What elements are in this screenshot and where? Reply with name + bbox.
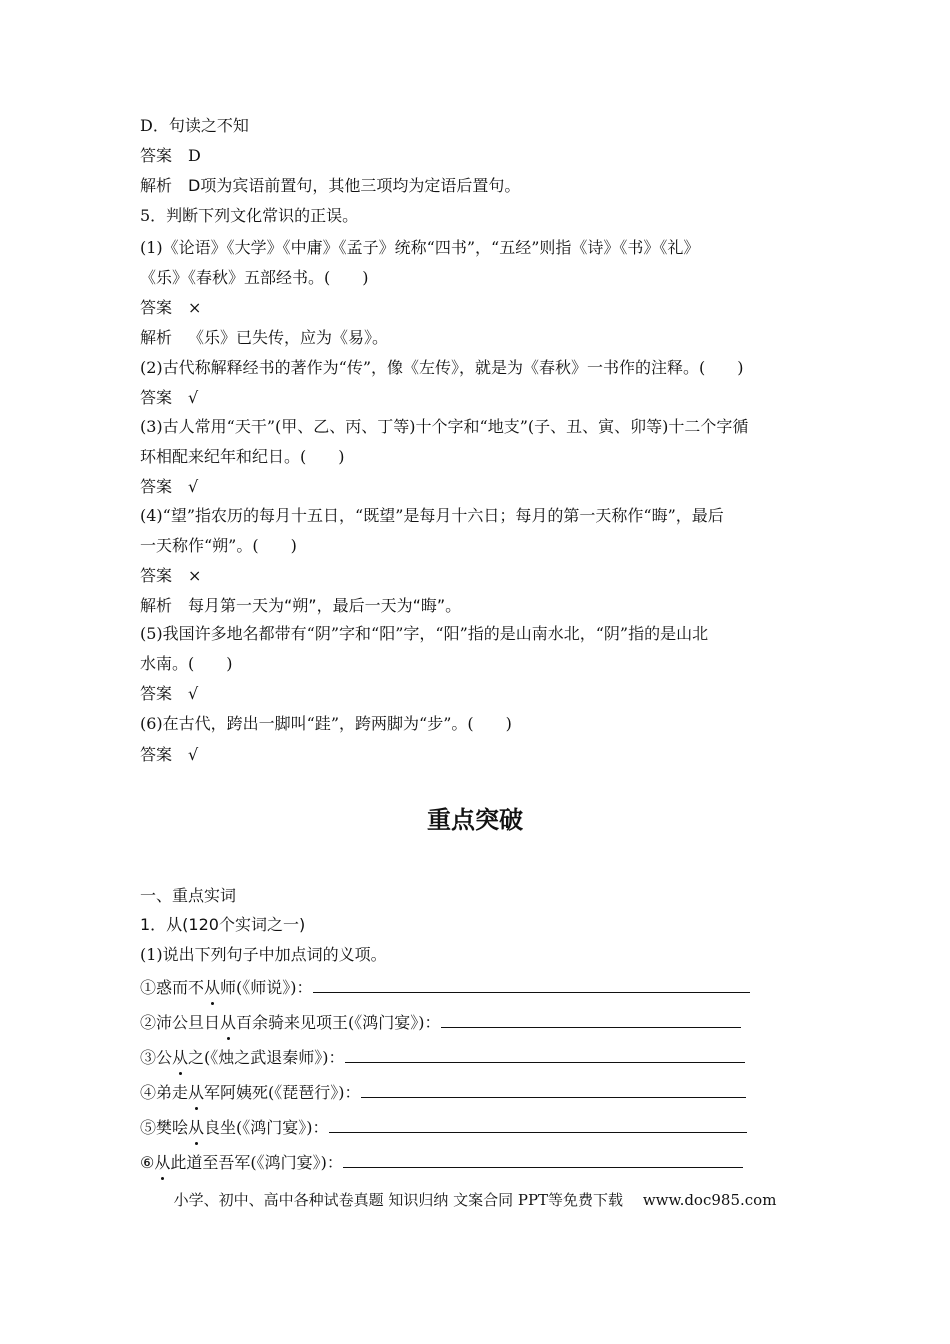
answer-5 (140, 564, 820, 588)
fill-in-entry-5 (140, 1115, 820, 1140)
entry-text-before: ③公 (140, 1048, 173, 1067)
answer-value: √ (188, 477, 199, 496)
question-5: 5．判断下列文化常识的正误。 (140, 206, 359, 225)
question-5-1-line-2: 《乐》《春秋》五部经书。( ) (140, 268, 369, 287)
question-5-1-line-1: (1)《论语》《大学》《中庸》《孟子》统称“四书”，“五经”则指《诗》《书》《礼》 (140, 238, 700, 257)
instruction: (1)说出下列句子中加点词的义项。 (140, 945, 387, 964)
page-footer: 小学、初中、高中各种试卷真题 知识归纳 文案合同 PPT等免费下载 www.doc985.com (173, 1191, 777, 1209)
question-5-3-line-1: (3)古人常用“天干”(甲、乙、丙、丁等)十个字和“地支”(子、丑、寅、卯等)十二个字循 (140, 417, 749, 436)
entry-text-after: 师(《师说》)： (220, 978, 313, 997)
entry-text-after: 军阿姨死(《琵琶行》)： (204, 1083, 361, 1102)
explanation-label: 解析 (140, 328, 173, 347)
fill-in-entry-1 (140, 975, 820, 1000)
answer-7 (140, 743, 820, 767)
answer-label: 答案 (140, 388, 173, 407)
answer-blank[interactable] (329, 1115, 747, 1133)
entry-text-after: 百余骑来见项王(《鸿门宴》)： (236, 1013, 441, 1032)
dotted-word: 从 (172, 1046, 188, 1070)
option-d: D．句读之不知 (140, 116, 249, 135)
entry-text-after: 之(《烛之武退秦师》)： (188, 1048, 345, 1067)
fill-in-entry-3 (140, 1045, 820, 1070)
explanation-label: 解析 (140, 596, 173, 615)
answer-label: 答案 (140, 298, 173, 317)
dotted-word: 从 (204, 976, 220, 1000)
answer-value: √ (188, 388, 199, 407)
explanation-text: D项为宾语前置句，其他三项均为定语后置句。 (188, 176, 521, 195)
answer-blank[interactable] (343, 1150, 743, 1168)
answer-blank[interactable] (441, 1010, 741, 1028)
entry-text-before: ⑥ (140, 1153, 155, 1172)
dotted-word: 从 (188, 1116, 204, 1140)
dotted-word: 从 (154, 1151, 170, 1175)
answer-value: D (188, 146, 201, 165)
section-title: 重点突破 (427, 806, 523, 834)
explanation-1 (140, 174, 820, 198)
entry-text-before: ④弟走 (140, 1083, 189, 1102)
question-5-6: (6)在古代，跨出一脚叫“跬”，跨两脚为“步”。( ) (140, 714, 512, 733)
entry-text-before: ②沛公旦日 (140, 1013, 221, 1032)
answer-label: 答案 (140, 745, 173, 764)
question-5-3-line-2: 环相配来纪年和纪日。( ) (140, 447, 345, 466)
entry-text-before: ⑤樊哙 (140, 1118, 189, 1137)
answer-3 (140, 386, 820, 410)
fill-in-entry-6 (140, 1150, 820, 1175)
dotted-word: 从 (220, 1011, 236, 1035)
answer-value: √ (188, 745, 199, 764)
answer-value: × (188, 566, 202, 585)
entry-text-after: 良坐(《鸿门宴》)： (204, 1118, 329, 1137)
answer-2 (140, 296, 820, 320)
entry-text-after: 此道至吾军(《鸿门宴》)： (170, 1153, 343, 1172)
answer-blank[interactable] (345, 1045, 745, 1063)
vocab-item: 1．从(120个实词之一) (140, 915, 306, 934)
answer-label: 答案 (140, 684, 173, 703)
answer-6 (140, 682, 820, 706)
explanation-label: 解析 (140, 176, 173, 195)
answer-1 (140, 144, 820, 168)
answer-label: 答案 (140, 566, 173, 585)
fill-in-entry-2 (140, 1010, 820, 1035)
question-5-4-line-1: (4)“望”指农历的每月十五日，“既望”是每月十六日；每月的第一天称作“晦”，最后 (140, 506, 724, 525)
answer-blank[interactable] (313, 975, 750, 993)
question-5-4-line-2: 一天称作“朔”。( ) (140, 536, 297, 555)
question-5-5-line-1: (5)我国许多地名都带有“阴”字和“阳”字，“阳”指的是山南水北，“阴”指的是山北 (140, 624, 709, 643)
dotted-word: 从 (188, 1081, 204, 1105)
fill-in-entry-4 (140, 1080, 820, 1105)
part-heading: 一、重点实词 (140, 886, 237, 905)
explanation-text: 《乐》已失传，应为《易》。 (188, 328, 389, 347)
answer-label: 答案 (140, 146, 173, 165)
answer-label: 答案 (140, 477, 173, 496)
answer-4 (140, 475, 820, 499)
explanation-2 (140, 326, 820, 350)
entry-text-before: ①惑而不 (140, 978, 205, 997)
question-5-2: (2)古代称解释经书的著作为“传”，像《左传》，就是为《春秋》一书作的注释。( ) (140, 358, 744, 377)
answer-blank[interactable] (361, 1080, 746, 1098)
answer-value: √ (188, 684, 199, 703)
question-5-5-line-2: 水南。( ) (140, 654, 233, 673)
explanation-5 (140, 594, 820, 618)
answer-value: × (188, 298, 202, 317)
explanation-text: 每月第一天为“朔”，最后一天为“晦”。 (188, 596, 462, 615)
